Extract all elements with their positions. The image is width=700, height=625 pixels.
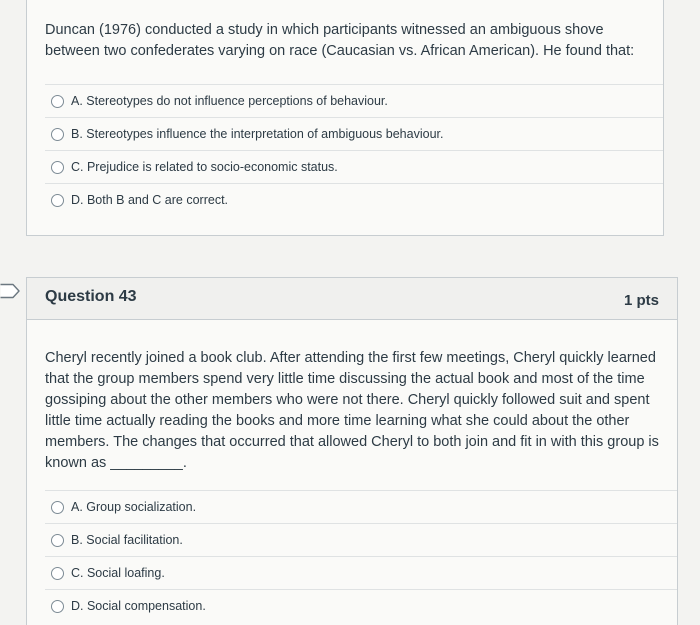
radio-button-icon[interactable] xyxy=(51,567,64,580)
answer-label: C. Prejudice is related to socio-economic status. xyxy=(71,160,338,174)
question-43-answers xyxy=(45,490,677,622)
answer-option-d[interactable] xyxy=(45,183,663,216)
radio-button-icon[interactable] xyxy=(51,128,64,141)
answer-label: D. Social compensation. xyxy=(71,599,206,613)
answer-option-b[interactable] xyxy=(45,523,677,556)
question-43-card xyxy=(26,277,678,625)
question-43-text: Cheryl recently joined a book club. After attending the first few meetings, Cheryl quickly learned that the group members spend very little time discussing the actual book and most of the time gossiping about the other members who were not there. Cheryl quickly followed suit and spent little time actually reading the books and more time learning what she could about the other members. The changes that occurred that allowed Cheryl to both join and fit in with this group is known as _________. xyxy=(45,350,659,471)
answer-label: D. Both B and C are correct. xyxy=(71,193,229,207)
answer-label: A. Stereotypes do not influence perceptions of behaviour. xyxy=(71,94,388,108)
radio-button-icon[interactable] xyxy=(51,95,64,108)
answer-label: B. Stereotypes influence the interpretation of ambiguous behaviour. xyxy=(71,127,444,141)
answer-option-b[interactable] xyxy=(45,117,663,150)
answer-option-c[interactable] xyxy=(45,150,663,183)
radio-button-icon[interactable] xyxy=(51,194,64,207)
radio-button-icon[interactable] xyxy=(51,600,64,613)
question-points: 1 pts xyxy=(623,292,659,309)
flag-icon[interactable] xyxy=(0,281,22,301)
radio-button-icon[interactable] xyxy=(51,534,64,547)
answer-option-a[interactable] xyxy=(45,84,663,117)
answer-label: A. Group socialization. xyxy=(71,500,197,514)
answer-label: B. Social facilitation. xyxy=(71,533,183,547)
answer-option-c[interactable] xyxy=(45,556,677,589)
answer-option-a[interactable] xyxy=(45,490,677,523)
question-title: Question 43 xyxy=(45,288,137,305)
answer-option-d[interactable] xyxy=(45,589,677,622)
question-42-card xyxy=(26,0,664,236)
question-42-answers xyxy=(45,84,663,216)
answer-label: C. Social loafing. xyxy=(71,566,165,580)
question-42-text: Duncan (1976) conducted a study in which participants witnessed an ambiguous shove between two confederates varying on race (Caucasian vs. African American). He found that: xyxy=(45,22,635,59)
radio-button-icon[interactable] xyxy=(51,501,64,514)
flag-icon-graphic xyxy=(0,281,22,301)
question-header xyxy=(27,278,677,320)
radio-button-icon[interactable] xyxy=(51,161,64,174)
